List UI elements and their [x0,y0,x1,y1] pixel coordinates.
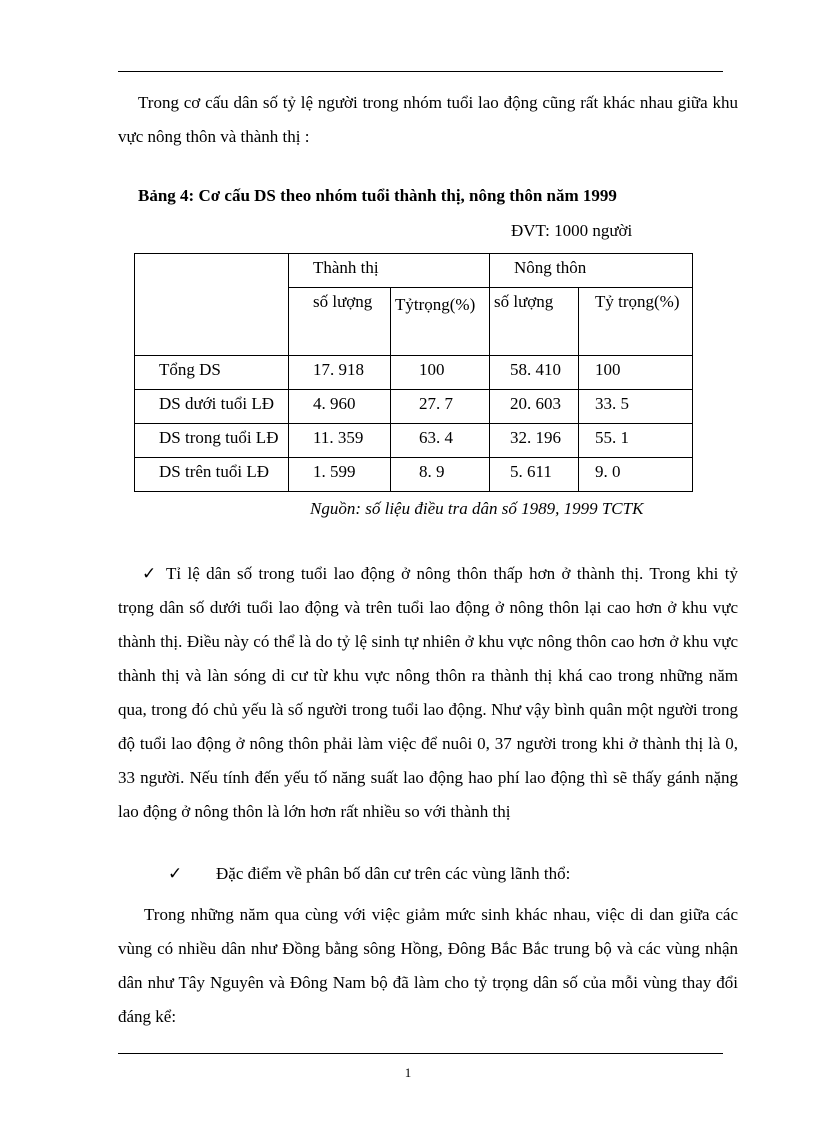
table-title: Bảng 4: Cơ cấu DS theo nhóm tuổi thành thị, nông thôn năm 1999 [138,186,617,205]
population-table [134,253,693,492]
table-unit: ĐVT: 1000 người [511,221,633,240]
table-row: DS trong tuổi LĐ 11. 359 63. 4 32. 196 55. 1 [135,424,693,458]
sub-header: số lượng [289,288,391,356]
sub-header: Tỷtrọng(%) [391,288,490,356]
bullet-heading [168,864,570,884]
table-row: DS trên tuổi LĐ 1. 599 8. 9 5. 611 9. 0 [135,458,693,492]
bullet-heading-text: Đặc điểm về phân bố dân cư trên các vùng lãnh thổ: [216,864,571,883]
group-header-urban: Thành thị [289,254,490,288]
sub-header: Tỷ trọng(%) [579,288,693,356]
distribution-paragraph: Trong những năm qua cùng với việc giảm mức sinh khác nhau, việc di dan giữa các vùng có nhiều dân như Đồng bằng sông Hồng, Đông Bắc Bắc trung bộ và các vùng nhận dân như Tây Nguyên và Đông Nam bộ đã làm cho tỷ trọng dân số của mỗi vùng thay đổi đáng kể: [118,905,738,1026]
check-icon: ✓ [142,564,157,583]
footer-rule [118,1053,723,1054]
table-source: Nguồn: số liệu điều tra dân số 1989, 1999 TCTK [310,499,644,518]
table-corner-cell [135,254,289,356]
page-number: 1 [404,1065,412,1080]
group-header-rural: Nông thôn [490,254,693,288]
header-rule [118,71,723,72]
intro-paragraph: Trong cơ cấu dân số tỷ lệ người trong nhóm tuổi lao động cũng rất khác nhau giữa khu vực nông thôn và thành thị : [118,93,738,146]
table-header-row [135,254,693,288]
check-icon: ✓ [168,864,183,883]
table-row: DS dưới tuổi LĐ 4. 960 27. 7 20. 603 33. 5 [135,390,693,424]
analysis-text: Tỉ lệ dân số trong tuổi lao động ở nông thôn thấp hơn ở thành thị. Trong khi tỷ trọng dân số dưới tuổi lao động và trên tuổi lao động ở nông thôn lại cao hơn ở khu vực thành thị. Điều này có thể là do tỷ lệ sinh tự nhiên ở khu vực nông thôn cao hơn ở khu vực thành thị và làn sóng di cư từ khu vực nông thôn ra thành thị khá cao trong những năm qua, trong đó chủ yếu là số người trong tuổi lao động. Như vậy bình quân một người trong độ tuổi lao động ở nông thôn phải làm việc để nuôi 0, 37 người trong khi ở thành thị là 0, 33 người. Nếu tính đến yếu tố năng suất lao động hao phí lao động thì sẽ thấy gánh nặng lao động ở nông thôn là lớn hơn rất nhiều so với thành thị [118,564,738,821]
analysis-paragraph [118,557,738,829]
table-row: Tổng DS 17. 918 100 58. 410 100 [135,356,693,390]
sub-header: số lượng [490,288,579,356]
